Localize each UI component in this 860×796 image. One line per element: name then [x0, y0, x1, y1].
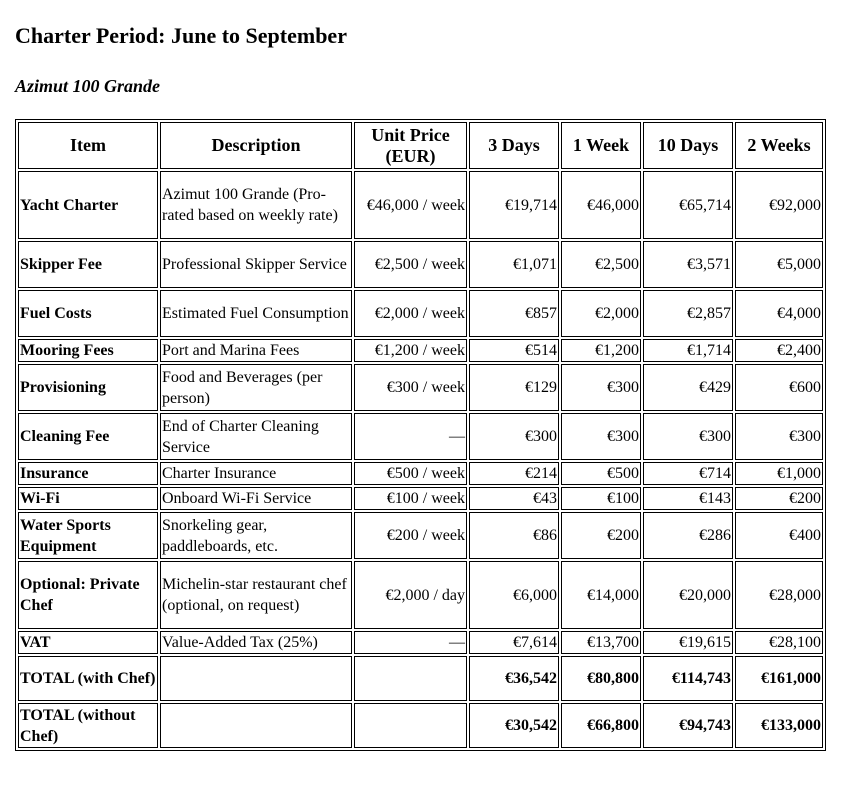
- row-unit-price: €500 / week: [354, 462, 467, 485]
- row-10-days: €20,000: [643, 561, 733, 629]
- row-unit-price: €2,000 / day: [354, 561, 467, 629]
- row-10-days: €286: [643, 512, 733, 559]
- row-3-days: €30,542: [469, 703, 559, 748]
- row-item: Insurance: [18, 462, 158, 485]
- row-2-weeks: €5,000: [735, 241, 823, 288]
- row-3-days: €1,071: [469, 241, 559, 288]
- row-3-days: €6,000: [469, 561, 559, 629]
- row-description: Onboard Wi-Fi Service: [160, 487, 352, 510]
- row-2-weeks: €4,000: [735, 290, 823, 337]
- row-unit-price: €2,000 / week: [354, 290, 467, 337]
- row-description: Azimut 100 Grande (Pro-rated based on weekly rate): [160, 171, 352, 239]
- row-3-days: €857: [469, 290, 559, 337]
- row-3-days: €514: [469, 339, 559, 362]
- row-2-weeks: €600: [735, 364, 823, 411]
- row-item: TOTAL (with Chef): [18, 656, 158, 701]
- row-item: Optional: Private Chef: [18, 561, 158, 629]
- row-unit-price: €200 / week: [354, 512, 467, 559]
- header-3-days: 3 Days: [469, 122, 559, 169]
- row-1-week: €300: [561, 413, 641, 460]
- row-2-weeks: €28,000: [735, 561, 823, 629]
- row-3-days: €19,714: [469, 171, 559, 239]
- row-10-days: €94,743: [643, 703, 733, 748]
- row-item: Fuel Costs: [18, 290, 158, 337]
- row-description: [160, 703, 352, 748]
- row-unit-price: €2,500 / week: [354, 241, 467, 288]
- row-description: Charter Insurance: [160, 462, 352, 485]
- table-row: [18, 290, 823, 337]
- row-3-days: €86: [469, 512, 559, 559]
- row-unit-price: €46,000 / week: [354, 171, 467, 239]
- row-1-week: €46,000: [561, 171, 641, 239]
- row-1-week: €14,000: [561, 561, 641, 629]
- row-item: Water Sports Equipment: [18, 512, 158, 559]
- row-1-week: €2,000: [561, 290, 641, 337]
- row-1-week: €100: [561, 487, 641, 510]
- row-item: Provisioning: [18, 364, 158, 411]
- row-1-week: €13,700: [561, 631, 641, 654]
- row-2-weeks: €400: [735, 512, 823, 559]
- row-2-weeks: €200: [735, 487, 823, 510]
- row-description: End of Charter Cleaning Service: [160, 413, 352, 460]
- row-1-week: €66,800: [561, 703, 641, 748]
- table-header-row: [18, 122, 823, 169]
- row-2-weeks: €161,000: [735, 656, 823, 701]
- row-unit-price: €300 / week: [354, 364, 467, 411]
- row-10-days: €143: [643, 487, 733, 510]
- header-item: Item: [18, 122, 158, 169]
- table-row: [18, 413, 823, 460]
- yacht-subtitle: Azimut 100 Grande: [15, 76, 161, 96]
- row-3-days: €36,542: [469, 656, 559, 701]
- row-unit-price: —: [354, 631, 467, 654]
- header-10-days: 10 Days: [643, 122, 733, 169]
- header-description: Description: [160, 122, 352, 169]
- row-unit-price: €1,200 / week: [354, 339, 467, 362]
- row-10-days: €65,714: [643, 171, 733, 239]
- row-item: TOTAL (without Chef): [18, 703, 158, 748]
- row-10-days: €429: [643, 364, 733, 411]
- row-2-weeks: €28,100: [735, 631, 823, 654]
- row-1-week: €2,500: [561, 241, 641, 288]
- table-row: [18, 364, 823, 411]
- row-3-days: €7,614: [469, 631, 559, 654]
- row-description: Food and Beverages (per person): [160, 364, 352, 411]
- row-2-weeks: €133,000: [735, 703, 823, 748]
- row-10-days: €714: [643, 462, 733, 485]
- row-1-week: €500: [561, 462, 641, 485]
- page-title: Charter Period: June to September: [15, 23, 347, 48]
- row-unit-price: —: [354, 413, 467, 460]
- header-unit-price: Unit Price (EUR): [354, 122, 467, 169]
- row-unit-price: [354, 656, 467, 701]
- table-row: [18, 561, 823, 629]
- row-10-days: €1,714: [643, 339, 733, 362]
- row-description: Michelin-star restaurant chef (optional, on request): [160, 561, 352, 629]
- row-unit-price: [354, 703, 467, 748]
- row-2-weeks: €1,000: [735, 462, 823, 485]
- row-2-weeks: €300: [735, 413, 823, 460]
- row-3-days: €300: [469, 413, 559, 460]
- row-description: Snorkeling gear, paddleboards, etc.: [160, 512, 352, 559]
- row-3-days: €214: [469, 462, 559, 485]
- row-description: [160, 656, 352, 701]
- row-3-days: €43: [469, 487, 559, 510]
- row-item: VAT: [18, 631, 158, 654]
- row-item: Yacht Charter: [18, 171, 158, 239]
- row-item: Skipper Fee: [18, 241, 158, 288]
- table-row: [18, 171, 823, 239]
- row-item: Cleaning Fee: [18, 413, 158, 460]
- row-description: Professional Skipper Service: [160, 241, 352, 288]
- row-2-weeks: €2,400: [735, 339, 823, 362]
- table-row: [18, 512, 823, 559]
- table-row: [18, 462, 823, 485]
- row-unit-price: €100 / week: [354, 487, 467, 510]
- row-2-weeks: €92,000: [735, 171, 823, 239]
- header-2-weeks: 2 Weeks: [735, 122, 823, 169]
- total-row-without-chef: [18, 703, 823, 748]
- total-row-with-chef: [18, 656, 823, 701]
- row-item: Wi-Fi: [18, 487, 158, 510]
- row-10-days: €300: [643, 413, 733, 460]
- table-row: [18, 487, 823, 510]
- table-row: [18, 339, 823, 362]
- row-10-days: €114,743: [643, 656, 733, 701]
- charter-cost-table: [15, 119, 826, 751]
- row-1-week: €200: [561, 512, 641, 559]
- row-1-week: €300: [561, 364, 641, 411]
- row-10-days: €2,857: [643, 290, 733, 337]
- row-1-week: €1,200: [561, 339, 641, 362]
- row-10-days: €19,615: [643, 631, 733, 654]
- header-1-week: 1 Week: [561, 122, 641, 169]
- table-row: [18, 241, 823, 288]
- row-item: Mooring Fees: [18, 339, 158, 362]
- table-row: [18, 631, 823, 654]
- row-10-days: €3,571: [643, 241, 733, 288]
- row-description: Value-Added Tax (25%): [160, 631, 352, 654]
- row-1-week: €80,800: [561, 656, 641, 701]
- row-description: Port and Marina Fees: [160, 339, 352, 362]
- row-description: Estimated Fuel Consumption: [160, 290, 352, 337]
- row-3-days: €129: [469, 364, 559, 411]
